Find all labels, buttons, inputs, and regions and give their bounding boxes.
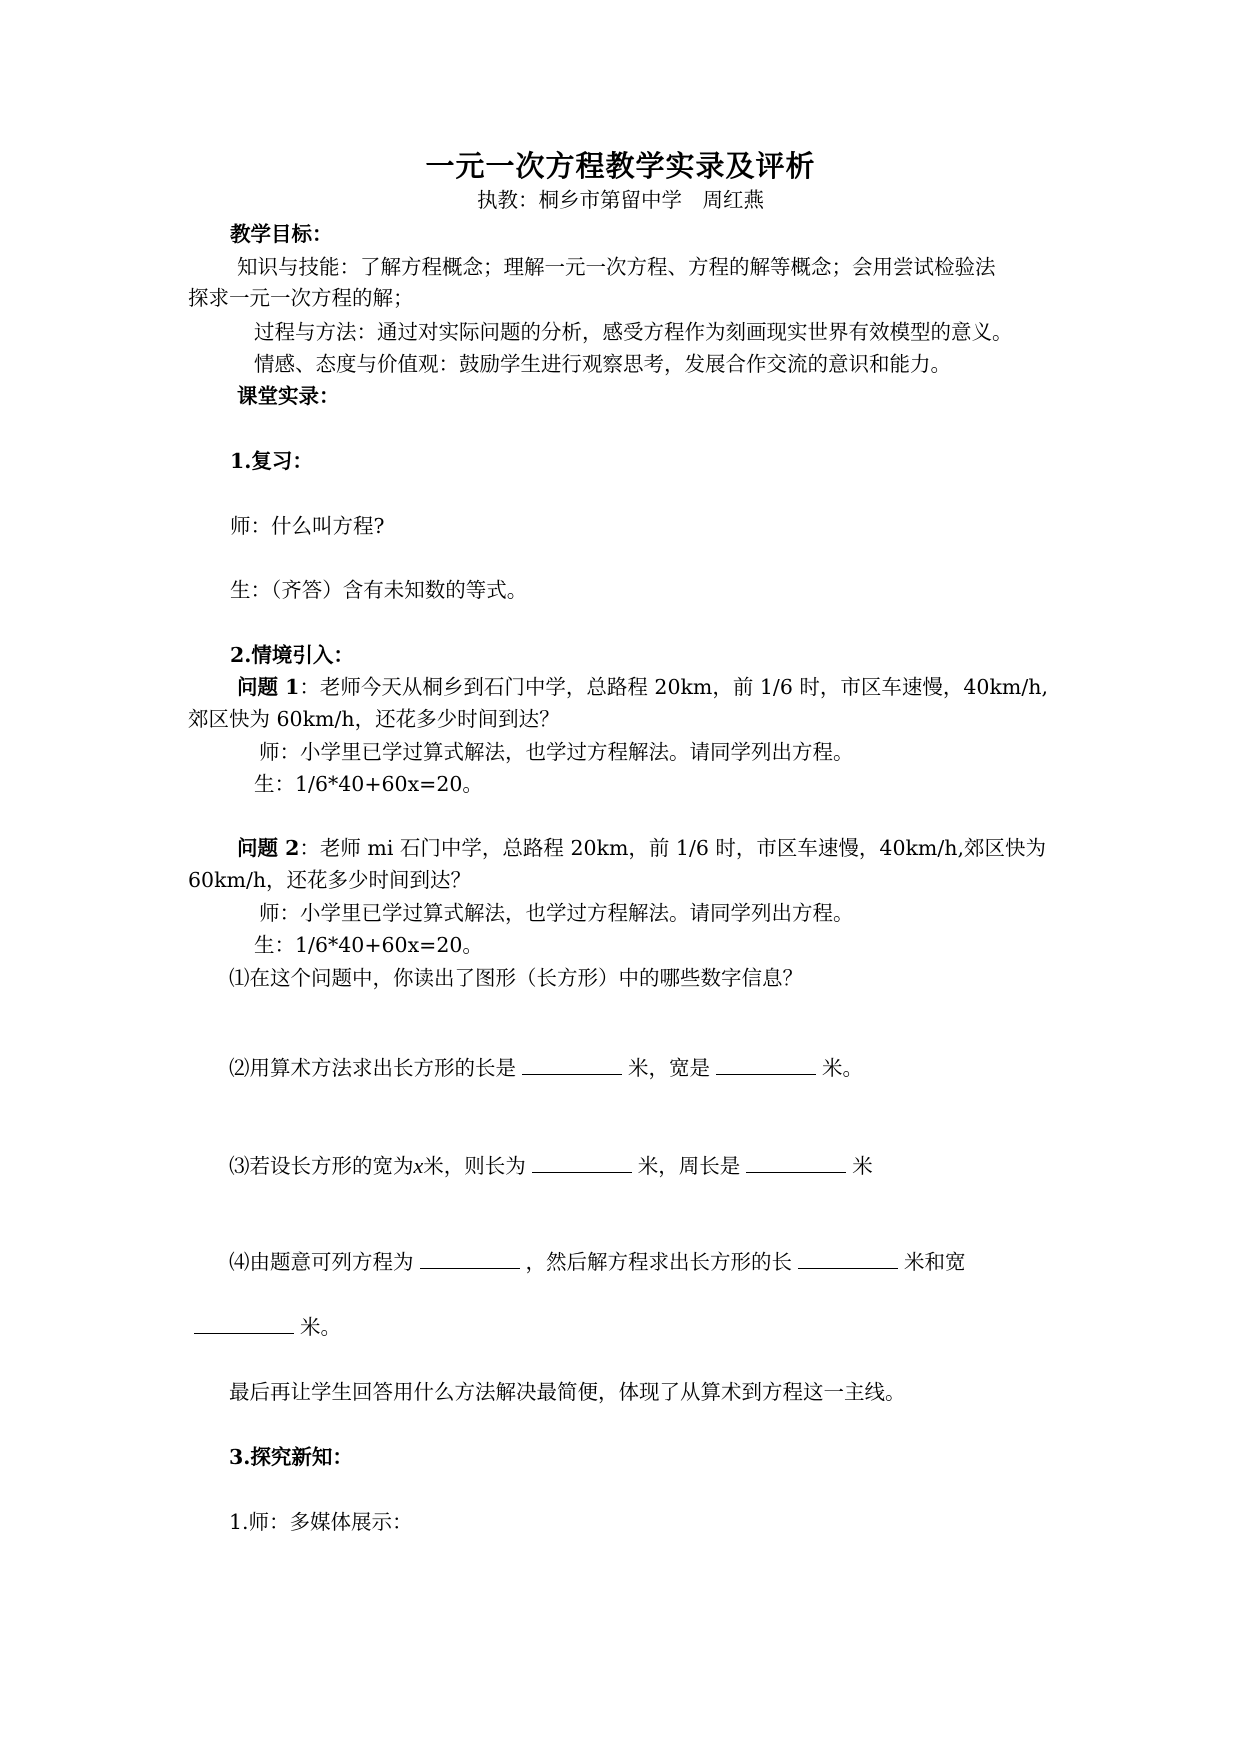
- blank-length: [522, 1054, 622, 1075]
- goal-process: 过程与方法：通过对实际问题的分析，感受方程作为刻画现实世界有效模型的意义。: [254, 320, 1013, 344]
- problem1-text-1: ：老师今天从桐乡到石门中学，总路程 20km，前 1/6 时，市区车速慢，40km/h,: [299, 675, 1048, 699]
- question-2: [229, 1054, 863, 1082]
- question-3-text-b: 米，则长为: [423, 1154, 526, 1178]
- question-4-text-c: 米和宽: [904, 1250, 966, 1274]
- intro-heading: 2.情境引入：: [230, 643, 354, 667]
- problem2-line-2: 60km/h，还花多少时间到达？: [188, 868, 472, 892]
- question-3-text-d: 米: [852, 1154, 873, 1178]
- problem2-text-1: ：老师 mi 石门中学，总路程 20km，前 1/6 时，市区车速慢，40km/h,郊区快为: [299, 836, 1046, 860]
- problem1-student: 生：1/6*40+60x=20。: [254, 772, 483, 796]
- blank-length-answer: [798, 1248, 898, 1269]
- question-4-continued: [188, 1313, 341, 1341]
- question-4: [229, 1248, 966, 1276]
- question-4-text-d: 米。: [300, 1315, 341, 1339]
- problem2-line-1: [237, 834, 1046, 862]
- question-1: ⑴在这个问题中，你读出了图形（长方形）中的哪些数字信息？: [229, 966, 803, 990]
- problem1-teacher: 师：小学里已学过算式解法，也学过方程解法。请同学列出方程。: [259, 740, 854, 764]
- goals-heading: 教学目标：: [230, 222, 333, 246]
- blank-width: [716, 1054, 816, 1075]
- problem2-teacher: 师：小学里已学过算式解法，也学过方程解法。请同学列出方程。: [259, 901, 854, 925]
- review-student: 生：（齐答）含有未知数的等式。: [230, 578, 528, 602]
- problem1-line-2: 郊区快为 60km/h，还花多少时间到达？: [188, 707, 560, 731]
- blank-perimeter: [746, 1152, 846, 1173]
- goal-knowledge-line-2: 探求一元一次方程的解；: [188, 286, 414, 310]
- review-teacher: 师：什么叫方程?: [230, 514, 385, 538]
- question-2-text-a: ⑵用算术方法求出长方形的长是: [229, 1056, 516, 1080]
- blank-length-expr: [532, 1152, 632, 1173]
- record-heading: 课堂实录：: [237, 384, 340, 408]
- question-3-text-a: ⑶若设长方形的宽为: [229, 1154, 414, 1178]
- blank-width-answer: [194, 1313, 294, 1334]
- explore-teacher: 1.师：多媒体展示：: [229, 1510, 413, 1534]
- question-3: [229, 1152, 873, 1180]
- question-2-text-c: 米。: [822, 1056, 863, 1080]
- problem1-line-1: [237, 673, 1048, 701]
- review-heading: 1.复习：: [230, 449, 313, 473]
- problem2-student: 生：1/6*40+60x=20。: [254, 933, 483, 957]
- question-4-text-a: ⑷由题意可列方程为: [229, 1250, 414, 1274]
- document-title: 一元一次方程教学实录及评析: [425, 149, 816, 183]
- goal-knowledge-line-1: 知识与技能：了解方程概念；理解一元一次方程、方程的解等概念；会用尝试检验法: [237, 255, 996, 279]
- question-4-text-b: ，然后解方程求出长方形的长: [525, 1250, 792, 1274]
- problem1-label: 问题 1: [237, 675, 300, 699]
- explore-heading: 3.探究新知：: [229, 1445, 353, 1469]
- summary-line: 最后再让学生回答用什么方法解决最简便，体现了从算术到方程这一主线。: [229, 1380, 906, 1404]
- question-3-text-c: 米，周长是: [637, 1154, 741, 1178]
- blank-equation: [420, 1248, 520, 1269]
- goal-emotion: 情感、态度与价值观：鼓励学生进行观察思考，发展合作交流的意识和能力。: [254, 352, 951, 376]
- variable-x: x: [413, 1153, 424, 1178]
- question-2-text-b: 米，宽是: [628, 1056, 710, 1080]
- problem2-label: 问题 2: [237, 836, 300, 860]
- author-line: 执教：桐乡市第留中学 周红燕: [477, 188, 764, 212]
